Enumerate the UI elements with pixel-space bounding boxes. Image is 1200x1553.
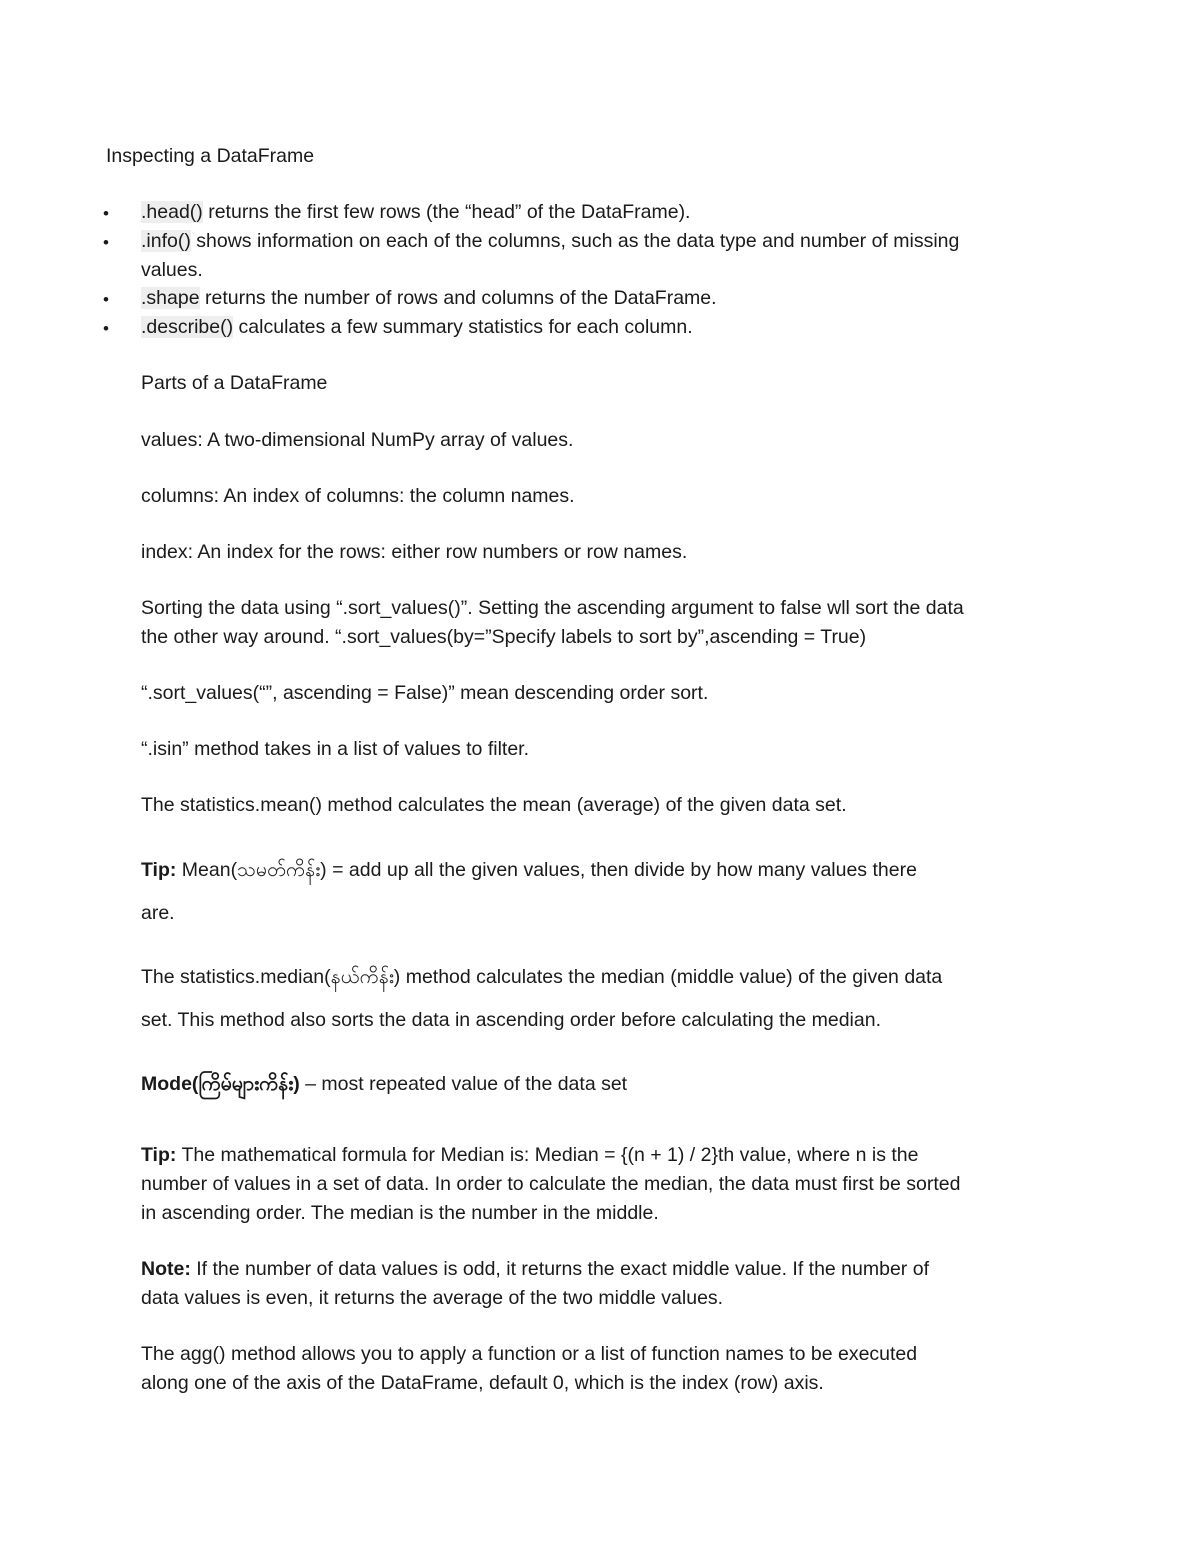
mode-text: – most repeated value of the data set [299, 1073, 628, 1095]
paragraph-median-line1: The statistics.median(နယ်ကိန်း) method calculates the median (middle value) of the given data [141, 966, 943, 988]
paragraph-values: values: A two-dimensional NumPy array of values. [141, 429, 574, 451]
bullet-item-shape [141, 289, 717, 309]
bullet-item-head [141, 203, 690, 223]
note-label: Note: [141, 1258, 191, 1280]
paragraph-tip-median-line3: in ascending order. The median is the number in the middle. [141, 1202, 659, 1224]
bullet-item-info [141, 232, 959, 252]
bullet-item-describe [141, 318, 693, 338]
bullet-glyph: • [103, 290, 109, 309]
code-snippet-shape: .shape [141, 287, 200, 309]
tip-text: The mathematical formula for Median is: Median = {(n + 1) / 2}th value, where n is the [176, 1144, 919, 1166]
note-text: If the number of data values is odd, it returns the exact middle value. If the number of [190, 1258, 929, 1280]
paragraph-mode [141, 1075, 627, 1095]
bullet-text: returns the first few rows (the “head” of the DataFrame). [202, 201, 691, 223]
paragraph-median-line2: set. This method also sorts the data in ascending order before calculating the median. [141, 1009, 881, 1031]
paragraph-columns: columns: An index of columns: the column names. [141, 485, 575, 507]
bullet-glyph: • [103, 204, 109, 223]
bullet-text: returns the number of rows and columns of the DataFrame. [199, 287, 717, 309]
section-heading-parts: Parts of a DataFrame [141, 372, 328, 394]
bullet-text: shows information on each of the columns, such as the data type and number of missing [190, 230, 960, 252]
paragraph-descending: “.sort_values(“”, ascending = False)” mean descending order sort. [141, 682, 709, 704]
paragraph-note-line2: data values is even, it returns the average of the two middle values. [141, 1287, 724, 1309]
bullet-text-continued: values. [141, 259, 203, 281]
mode-label: Mode(ကြိမ်များကိန်း) [141, 1073, 300, 1095]
code-snippet-describe: .describe() [141, 316, 234, 338]
section-heading-inspecting: Inspecting a DataFrame [106, 145, 315, 167]
paragraph-agg-line1: The agg() method allows you to apply a function or a list of function names to be executed [141, 1343, 918, 1365]
bullet-glyph: • [103, 233, 109, 252]
code-snippet-head: .head() [141, 201, 203, 223]
tip-label: Tip: [141, 859, 177, 881]
paragraph-tip-mean [141, 861, 917, 881]
paragraph-sorting-line2: the other way around. “.sort_values(by=”Specify labels to sort by”,ascending = True) [141, 626, 867, 648]
tip-label: Tip: [141, 1144, 177, 1166]
bullet-glyph: • [103, 319, 109, 338]
paragraph-index: index: An index for the rows: either row numbers or row names. [141, 541, 688, 563]
bullet-text: calculates a few summary statistics for each column. [233, 316, 693, 338]
tip-text: Mean(သမတ်ကိန်း) = add up all the given values, then divide by how many values there [176, 859, 917, 881]
paragraph-tip-median-line2: number of values in a set of data. In order to calculate the median, the data must first be sorted [141, 1173, 961, 1195]
paragraph-mean: The statistics.mean() method calculates the mean (average) of the given data set. [141, 794, 847, 816]
code-snippet-info: .info() [141, 230, 191, 252]
paragraph-tip-median-line1 [141, 1146, 919, 1166]
paragraph-isin: “.isin” method takes in a list of values to filter. [141, 738, 530, 760]
paragraph-note-line1 [141, 1260, 929, 1280]
paragraph-sorting-line1: Sorting the data using “.sort_values()”. Setting the ascending argument to false wll sort the data [141, 597, 964, 619]
paragraph-agg-line2: along one of the axis of the DataFrame, default 0, which is the index (row) axis. [141, 1372, 824, 1394]
paragraph-tip-mean-continued: are. [141, 902, 175, 924]
